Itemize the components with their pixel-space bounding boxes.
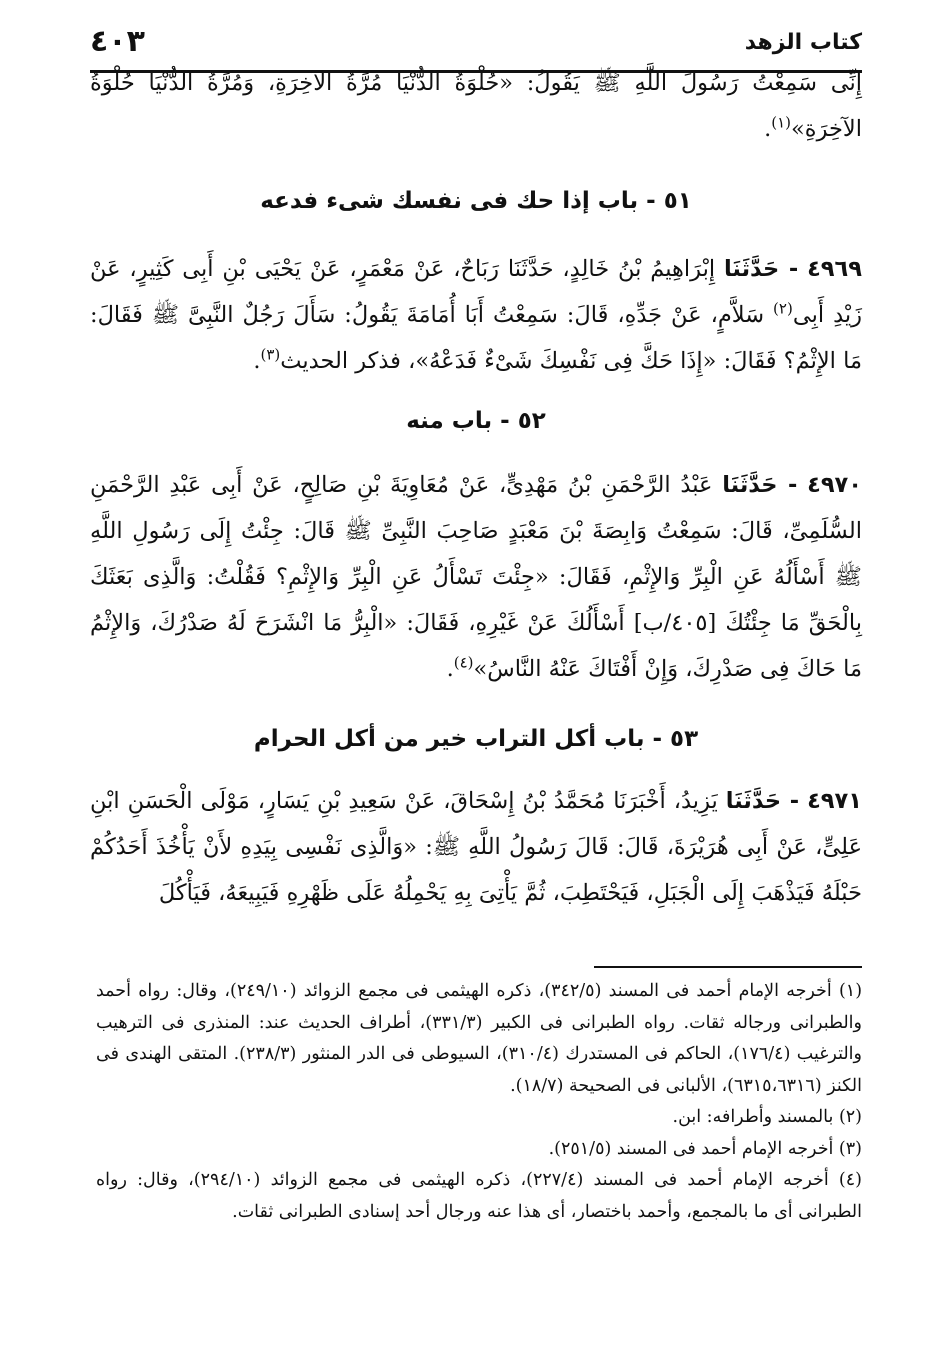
chapter-heading-51: ٥١ - باب إذا حك فى نفسك شىء فدعه (260, 188, 692, 214)
hadith-number: ٤٩٦٩ (807, 256, 862, 282)
chapter-heading-53: ٥٣ - باب أكل التراب خير من أكل الحرام (253, 726, 699, 752)
hadith-end: . (446, 656, 454, 682)
running-title: كتاب الزهد (744, 30, 862, 55)
continuation-paragraph (90, 60, 862, 152)
hadith-number: ٤٩٧٠ (807, 472, 863, 498)
hadith-text-continued: سَلاَّمٍ، عَنْ جَدِّهِ، قَالَ: سَمِعْتُ أَبَا أُمَامَةَ يَقُولُ: سَأَلَ رَجُلٌ النَّبِىَّ ﷺ فَقَالَ: مَا الإِثْمُ؟ فَقَالَ: «إِذَا حَكَّ فِى نَفْسِكَ شَىْءٌ فَدَعْهُ»، فذكر الحديث (90, 302, 862, 374)
hadith-number: ٤٩٧١ (807, 788, 862, 814)
hadith-intro-word: حَدَّثَنَا (723, 256, 780, 282)
hadith-text: يَزِيدُ، أَخْبَرَنَا مُحَمَّدُ بْنُ إِسْحَاقَ، عَنْ سَعِيدِ بْنِ يَسَارٍ، مَوْلَى الْحَسَنِ ابْنِ عَلِىٍّ، عَنْ أَبِى هُرَيْرَةَ، قَالَ: قَالَ رَسُولُ اللَّهِ ﷺ: «وَالَّذِى نَفْسِى بِيَدِهِ لأَنْ يَأْخُذَ أَحَدُكُمْ حَبْلَهُ فَيَذْهَبَ إِلَى الْجَبَلِ، فَيَحْتَطِبَ، ثُمَّ يَأْتِىَ بِهِ يَحْمِلُهُ عَلَى ظَهْرِهِ فَيَبِيعَهُ، فَيَأْكُلَ (90, 788, 862, 906)
continuation-text: إِنِّى سَمِعْتُ رَسُولَ اللَّهِ ﷺ يَقُولُ: «حُلْوَةُ الدُّنْيَا مُرَّةُ الآخِرَةِ، وَمُرَّةُ الدُّنْيَا حُلْوَةُ الآخِرَةِ» (90, 70, 862, 142)
footnote-3: (٣) أخرجه الإمام أحمد فى المسند (٢٥١/٥). (548, 1138, 862, 1159)
footnotes (96, 976, 862, 1228)
hadith-text: إِبْرَاهِيمُ بْنُ خَالِدٍ، حَدَّثَنَا رَبَاحٌ، عَنْ مَعْمَرٍ، عَنْ يَحْيَى بْنِ أَبِى كَثِيرٍ، عَنْ زَيْدِ أَبِى (90, 256, 863, 328)
continuation-end: . (764, 116, 772, 142)
footnote-4: (٤) أخرجه الإمام أحمد فى المسند (٢٢٧/٤)، ذكره الهيثمى فى مجمع الزوائد (٢٩٤/١٠)، وقال: رواه الطبرانى أى ما بالمجمع، وأحمد باختصار، أى هذا عنه ورجال أحد إسنادى الطبرانى ثقات. (96, 1170, 862, 1222)
hadith-end: . (253, 348, 261, 374)
footnote-ref-2: (٢) (773, 299, 793, 318)
hadith-4970: ٤٩٧٠ - حَدَّثَنَا عَبْدُ الرَّحْمَنِ بْنُ مَهْدِىٍّ، عَنْ مُعَاوِيَةَ بْنِ صَالِحٍ، عَنْ أَبِى عَبْدِ الرَّحْمَنِ السُّلَمِىِّ، قَالَ: سَمِعْتُ وَابِصَةَ بْنَ مَعْبَدٍ صَاحِبَ النَّبِىِّ ﷺ قَالَ: جِئْتُ إِلَى رَسُولِ اللَّهِ ﷺ أَسْأَلُهُ عَنِ الْبِرِّ وَالإِثْمِ، فَقَالَ: «جِئْتَ تَسْأَلُ عَنِ الْبِرِّ وَالإِثْمِ؟ فَقُلْتُ: وَالَّذِى بَعَثَكَ بِالْحَقِّ مَا جِئْتُكَ [٤٠٥/ب] أَسْأَلُكَ عَنْ غَيْرِهِ، فَقَالَ: «الْبِرُّ مَا انْشَرَحَ لَهُ صَدْرُكَ، وَالإِثْمُ مَا حَاكَ فِى صَدْرِكَ، وَإِنْ أَفْتَاكَ عَنْهُ النَّاسُ»$^{(٤)}$. (90, 472, 863, 682)
footnote-ref-4: (٤) (453, 653, 474, 672)
hadith-intro-word: حَدَّثَنَا (722, 472, 778, 498)
hadith-text: عَبْدُ الرَّحْمَنِ بْنُ مَهْدِىٍّ، عَنْ مُعَاوِيَةَ بْنِ صَالِحٍ، عَنْ أَبِى عَبْدِ الرَّحْمَنِ السُّلَمِىِّ، قَالَ: سَمِعْتُ وَابِصَةَ بْنَ مَعْبَدٍ صَاحِبَ النَّبِىِّ ﷺ قَالَ: جِئْتُ إِلَى رَسُولِ اللَّهِ ﷺ أَسْأَلُهُ عَنِ الْبِرِّ وَالإِثْمِ، فَقَالَ: «جِئْتَ تَسْأَلُ عَنِ الْبِرِّ وَالإِثْمِ؟ فَقُلْتُ: وَالَّذِى بَعَثَكَ بِالْحَقِّ مَا جِئْتُكَ [٤٠٥/ب] أَسْأَلُكَ عَنْ غَيْرِهِ، فَقَالَ: «الْبِرُّ مَا انْشَرَحَ لَهُ صَدْرُكَ، وَالإِثْمُ مَا حَاكَ فِى صَدْرِكَ، وَإِنْ أَفْتَاكَ عَنْهُ النَّاسُ» (90, 472, 862, 682)
hadith-4971: ٤٩٧١ - حَدَّثَنَا يَزِيدُ، أَخْبَرَنَا مُحَمَّدُ بْنُ إِسْحَاقَ، عَنْ سَعِيدِ بْنِ يَسَارٍ، مَوْلَى الْحَسَنِ ابْنِ عَلِىٍّ، عَنْ أَبِى هُرَيْرَةَ، قَالَ: قَالَ رَسُولُ اللَّهِ ﷺ: «وَالَّذِى نَفْسِى بِيَدِهِ لأَنْ يَأْخُذَ أَحَدُكُمْ حَبْلَهُ فَيَذْهَبَ إِلَى الْجَبَلِ، فَيَحْتَطِبَ، ثُمَّ يَأْتِىَ بِهِ يَحْمِلُهُ عَلَى ظَهْرِهِ فَيَبِيعَهُ، فَيَأْكُلَ (90, 788, 862, 906)
hadith-intro-word: حَدَّثَنَا (725, 788, 782, 814)
footnote-1: (١) أخرجه الإمام أحمد فى المسند (٣٤٢/٥)، ذكره الهيثمى فى مجمع الزوائد (٢٤٩/١٠)، وقال: رواه أحمد والطبرانى ورجاله ثقات. رواه الطبرانى فى الكبير (٣٣١/٣)، أطراف الحديث عند: المنذرى فى الترهيب والترغيب (١٧٦/٤)، الحاكم فى المستدرك (٣١٠/٤)، السيوطى فى الدر المنثور (٢٣٨/٣). المتقى الهندى فى الكنز (٦٣١٥،٦٣١٦)، الألبانى فى الصحيحة (١٨/٧). (96, 981, 863, 1096)
page-number: ٤٠٣ (90, 24, 145, 59)
footnote-ref-1: (١) (771, 113, 792, 132)
chapter-heading-52: ٥٢ - باب منه (406, 408, 546, 434)
footnote-separator (594, 966, 862, 968)
footnote-ref-3: (٣) (260, 345, 281, 364)
hadith-4969: ٤٩٦٩ - حَدَّثَنَا إِبْرَاهِيمُ بْنُ خَالِدٍ، حَدَّثَنَا رَبَاحٌ، عَنْ مَعْمَرٍ، عَنْ يَحْيَى بْنِ أَبِى كَثِيرٍ، عَنْ زَيْدِ أَبِى$^{(٢)}$ سَلاَّمٍ، عَنْ جَدِّهِ، قَالَ: سَمِعْتُ أَبَا أُمَامَةَ يَقُولُ: سَأَلَ رَجُلٌ النَّبِىَّ ﷺ فَقَالَ: مَا الإِثْمُ؟ فَقَالَ: «إِذَا حَكَّ فِى نَفْسِكَ شَىْءٌ فَدَعْهُ»، فذكر الحديث$^{(٣)}$. (90, 256, 863, 374)
footnote-2: (٢) بالمسند وأطرافه: ابن. (672, 1107, 862, 1127)
